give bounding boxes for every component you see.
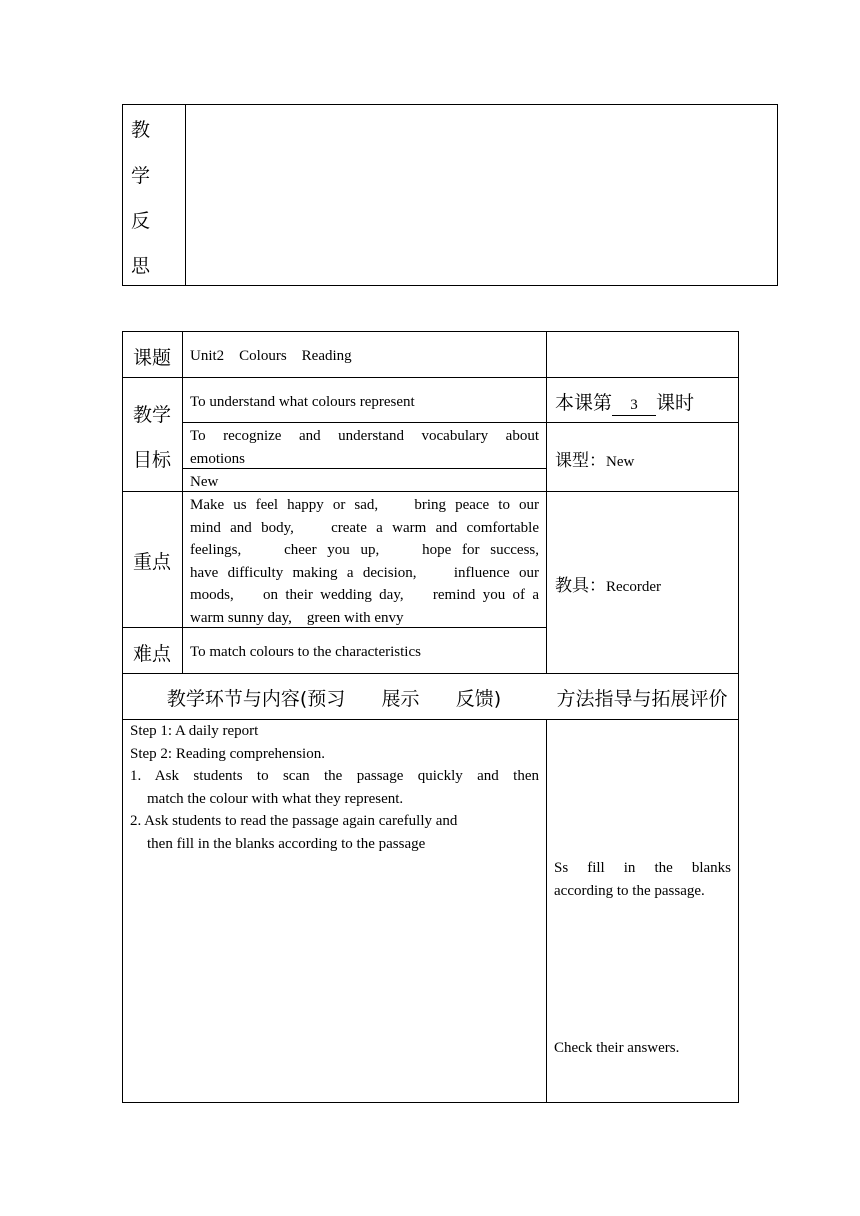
teaching-tools-value: Recorder — [606, 579, 661, 595]
lesson-type-label: 课型： — [555, 451, 606, 471]
step-line: Step 2: Reading comprehension. — [130, 746, 325, 762]
reflection-char: 思 — [131, 255, 151, 277]
teaching-tools-label: 教具： — [555, 576, 606, 596]
key-points-line: warm sunny day, green with envy — [190, 610, 404, 626]
objectives-label: 教学 — [133, 404, 172, 426]
teaching-tools-field — [555, 571, 661, 599]
step-line: then fill in the blanks according to the passage — [147, 836, 426, 852]
objective-item: To understand what colours represent — [190, 394, 415, 410]
topic-label: 课题 — [133, 347, 172, 369]
step-line: match the colour with what they represent. — [147, 791, 404, 807]
period-prefix: 本课第 — [555, 392, 613, 414]
key-points-line: Make us feel happy or sad, bring peace to our — [190, 497, 539, 513]
difficult-points-value: To match colours to the characteristics — [190, 644, 421, 660]
objective-item: To recognize and understand vocabulary about — [190, 428, 539, 444]
key-points-line: feelings, cheer you up, hope for success, — [190, 542, 539, 558]
method-header: 方法指导与拓展评价 — [556, 688, 728, 710]
difficult-points-label: 难点 — [133, 643, 172, 665]
reflection-char: 反 — [131, 210, 151, 232]
period-number: 3 — [612, 395, 656, 416]
objectives-label: 目标 — [133, 449, 172, 471]
procedure-header: 教学环节与内容(预习 展示 反馈) — [166, 688, 502, 710]
key-points-label: 重点 — [133, 551, 172, 573]
reflection-content-cell — [186, 105, 777, 285]
method-note: Check their answers. — [554, 1040, 680, 1056]
period-suffix: 课时 — [656, 392, 695, 414]
method-note: Ss fill in the blanks — [554, 860, 731, 876]
objective-item: New — [190, 474, 219, 490]
method-note: according to the passage. — [554, 883, 705, 899]
topic-value: Unit2 Colours Reading — [190, 348, 352, 364]
key-points-line: moods, on their wedding day, remind you of a — [190, 587, 539, 603]
key-points-line: mind and body, create a warm and comfortable — [190, 520, 539, 536]
reflection-char: 教 — [131, 119, 151, 141]
step-line: 1. Ask students to scan the passage quickly and then — [130, 768, 539, 784]
lesson-type-field — [555, 446, 634, 474]
reflection-char: 学 — [131, 165, 151, 187]
objective-item: emotions — [190, 451, 245, 467]
lesson-type-value: New — [606, 454, 635, 470]
period-field — [555, 388, 694, 416]
step-line: Step 1: A daily report — [130, 723, 259, 739]
key-points-line: have difficulty making a decision, influence our — [190, 565, 539, 581]
step-line: 2. Ask students to read the passage again carefully and — [130, 813, 458, 829]
